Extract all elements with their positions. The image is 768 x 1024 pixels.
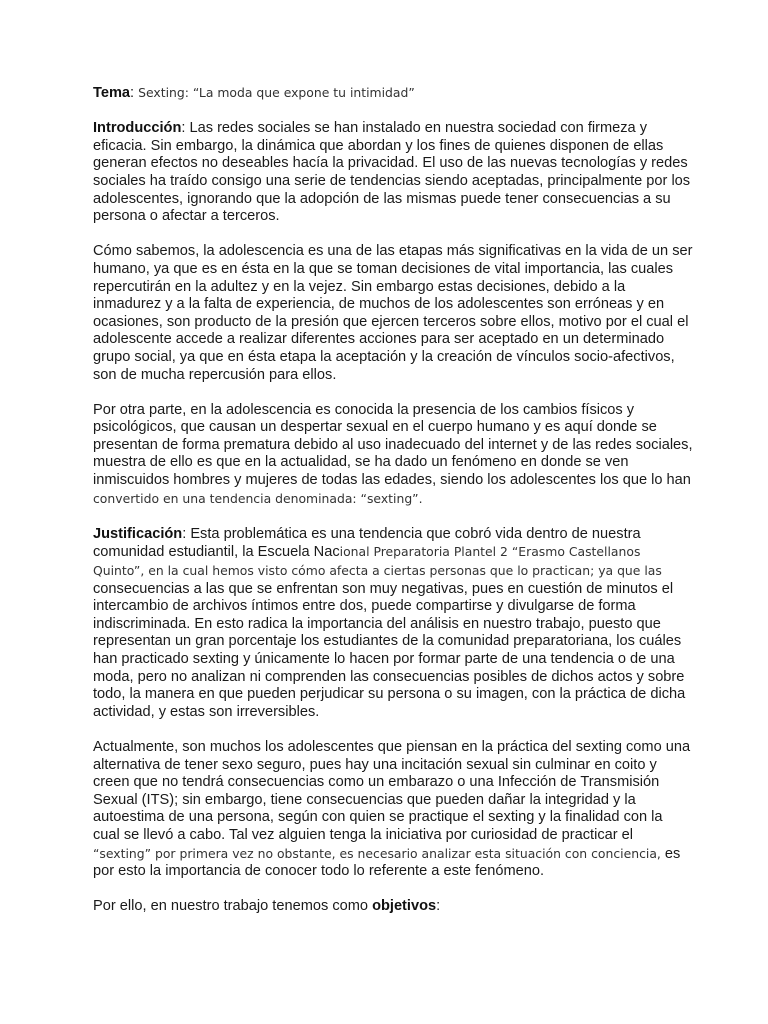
justificacion-text-b: ional Preparatoria Plantel 2 “Erasmo Castellanos Quinto”, en la cual hemos visto cómo afecta a ciertas personas que lo practican; ya que las xyxy=(93,544,662,579)
justificacion-paragraph xyxy=(93,526,693,722)
intro-paragraph xyxy=(93,120,693,226)
objetivos-line xyxy=(93,898,693,916)
justificacion-text-a: Esta problemática es una tendencia que cobró vida dentro de nuestra comunidad estudiantil, la Escuela Nac xyxy=(93,525,641,561)
paragraph-actualmente-text-c: es por esto la importancia de conocer todo lo referente a este fenómeno. xyxy=(93,845,681,880)
document-body xyxy=(93,84,693,934)
objetivos-colon: : xyxy=(436,898,441,915)
justificacion-text-c: consecuencias a las que se enfrentan son muy negativas, pues en cuestión de minutos el intercambio de archivos íntimos entre dos, puede compartirse y divulgarse de forma indiscriminada. En esto radica la importancia del análisis en nuestro trabajo, puesto que representan un gran porcentaje los estudiantes de la comunidad preparatoriana, los cuáles han practicado sexting y únicamente lo hacen por formar parte de una tendencia o de una moda, pero no analizan ni comprenden las consecuencias posibles de dichos actos y sobre todo, la manera en que pueden perjudicar su persona o su imagen, con la práctica de dicha actividad, y estas son irreversibles. xyxy=(93,580,686,720)
intro-text: Las redes sociales se han instalado en nuestra sociedad con firmeza y eficacia. Sin embargo, la dinámica que abordan y los fines de quienes disponen de ellas generan efectos no deseables hacía la privacidad. El uso de las nuevas tecnologías y redes sociales ha traído consigo una serie de tendencias siendo aceptadas, principalmente por los adolescentes, ignorando que la adopción de las mismas puede tener consecuencias a su persona o afectar a terceros. xyxy=(93,120,691,225)
paragraph-cambios-text: Por otra parte, en la adolescencia es conocida la presencia de los cambios físicos y psicológicos, que causan un despertar sexual en el cuerpo humano y es aquí donde se presentan de forma prematura debido al uso inadecuado del internet y de las redes sociales, muestra de ello es que en la actualidad, se ha dado un fenómeno en donde se ven inmiscuidos hombres y mujeres de todas las edades, siendo los adolescentes los que lo han xyxy=(93,401,693,489)
paragraph-actualmente-text-a: Actualmente, son muchos los adolescentes que piensan en la práctica del sexting como una alternativa de tener sexo seguro, pues hay una incitación sexual sin culminar en coito y creen que no tendrá consecuencias como un embarazo o una Infección de Transmisión Sexual (ITS); sin embargo, tiene consecuencias que pueden dañar la integridad y la autoestima de una persona, según con quien se practique el sexting y la finalidad con la cual se llevó a cabo. Tal vez alguien tenga la iniciativa por curiosidad de practicar el xyxy=(93,738,691,843)
paragraph-adolescencia: Cómo sabemos, la adolescencia es una de las etapas más significativas en la vida de un ser humano, ya que es en ésta en la que se toman decisiones de vital importancia, las cuales repercutirán en la adultez y en la vejez. Sin embargo estas decisiones, debido a la inmadurez y a la falta de experiencia, de muchos de los adolescentes son erróneas y en ocasiones, son producto de la presión que ejercen terceros sobre ellos, motivo por el cual el adolescente accede a realizar diferentes acciones para ser aceptado en un determinado grupo social, ya que en ésta etapa la aceptación y la creación de vínculos socio-afectivos, son de mucha repercusión para ellos. xyxy=(93,243,693,383)
intro-separator: : xyxy=(181,120,190,137)
paragraph-cambios-tail: convertido en una tendencia denominada: “sexting”. xyxy=(93,490,423,506)
justificacion-separator: : xyxy=(182,525,191,542)
justificacion-label: Justificación xyxy=(93,525,183,542)
tema-line xyxy=(93,84,693,103)
paragraph-cambios xyxy=(93,402,693,509)
paragraph-actualmente xyxy=(93,739,693,881)
paragraph-actualmente-text-b: “sexting” por primera vez no obstante, es necesario analizar esta situación con conciencia, xyxy=(93,845,661,861)
tema-label: Tema xyxy=(93,85,131,101)
tema-text: Sexting: “La moda que expone tu intimidad” xyxy=(138,85,415,100)
intro-label: Introducción xyxy=(93,120,182,137)
objetivos-text: Por ello, en nuestro trabajo tenemos como xyxy=(93,898,373,915)
objetivos-label: objetivos xyxy=(372,898,437,915)
tema-separator: : xyxy=(130,85,139,101)
